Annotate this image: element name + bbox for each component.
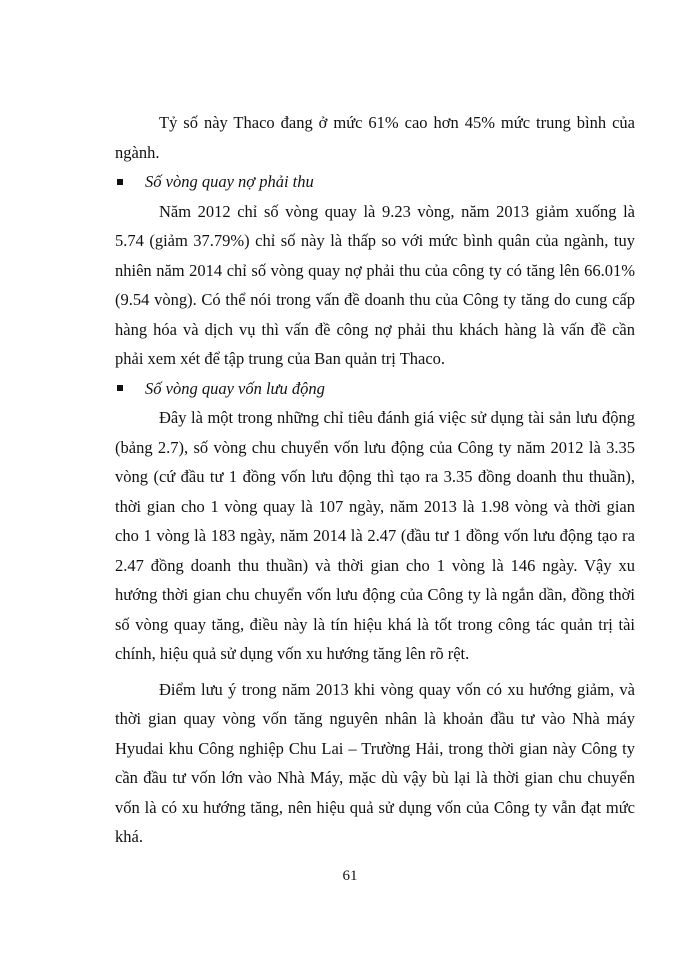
page-body [115, 108, 635, 852]
paragraph-2013-note: Điểm lưu ý trong năm 2013 khi vòng quay vốn có xu hướng giảm, và thời gian quay vòng vốn tăng nguyên nhân là khoản đầu tư vào Nhà máy Hyudai khu Công nghiệp Chu Lai – Trường Hải, trong thời gian này Công ty cần đầu tư vốn lớn vào Nhà Máy, mặc dù vậy bù lại là thời gian chu chuyển vốn là có xu hướng tăng, nên hiệu quả sử dụng vốn của Công ty vẫn đạt mức khá. [115, 679, 635, 846]
section-heading-receivables-turnover [115, 167, 635, 197]
square-bullet-icon [117, 385, 123, 391]
square-bullet-icon [117, 179, 123, 185]
paragraph-receivables-turnover: Năm 2012 chỉ số vòng quay là 9.23 vòng, năm 2013 giảm xuống là 5.74 (giảm 37.79%) chỉ số này là thấp so với mức bình quân của ngành, tuy nhiên năm 2014 chỉ số vòng quay nợ phải thu của công ty có tăng lên 66.01% (9.54 vòng). Có thể nói trong vấn đề doanh thu của Công ty tăng do cung cấp hàng hóa và dịch vụ thì vấn đề công nợ phải thu khách hàng là vấn đề cần phải xem xét để tập trung của Ban quản trị Thaco. [115, 201, 635, 368]
page-number: 61 [342, 868, 358, 884]
paragraph-debt-ratio-conclusion: Tỷ số này Thaco đang ở mức 61% cao hơn 45% mức trung bình của ngành. [115, 113, 635, 162]
section-heading-working-capital-turnover [115, 374, 635, 404]
section-heading-text: Số vòng quay vốn lưu động [145, 378, 325, 398]
section-heading-text: Số vòng quay nợ phải thu [145, 172, 314, 191]
paragraph-working-capital-turnover: Đây là một trong những chỉ tiêu đánh giá việc sử dụng tài sản lưu động (bảng 2.7), số vòng chu chuyển vốn lưu động của Công ty năm 2012 là 3.35 vòng (cứ đầu tư 1 đồng vốn lưu động thì tạo ra 3.35 đồng doanh thu thuần), thời gian cho 1 vòng quay là 107 ngày, năm 2013 là 1.98 vòng và thời gian cho 1 vòng là 183 ngày, năm 2014 là 2.47 (đầu tư 1 đồng vốn lưu động tạo ra 2.47 đồng doanh thu thuần) và thời gian cho 1 vòng là 146 ngày. Vậy xu hướng thời gian chu chuyển vốn lưu động của Công ty là ngắn dần, đồng thời số vòng quay tăng, điều này là tín hiệu khá là tốt trong công tác quản trị tài chính, hiệu quả sử dụng vốn xu hướng tăng lên rõ rệt. [115, 408, 635, 663]
